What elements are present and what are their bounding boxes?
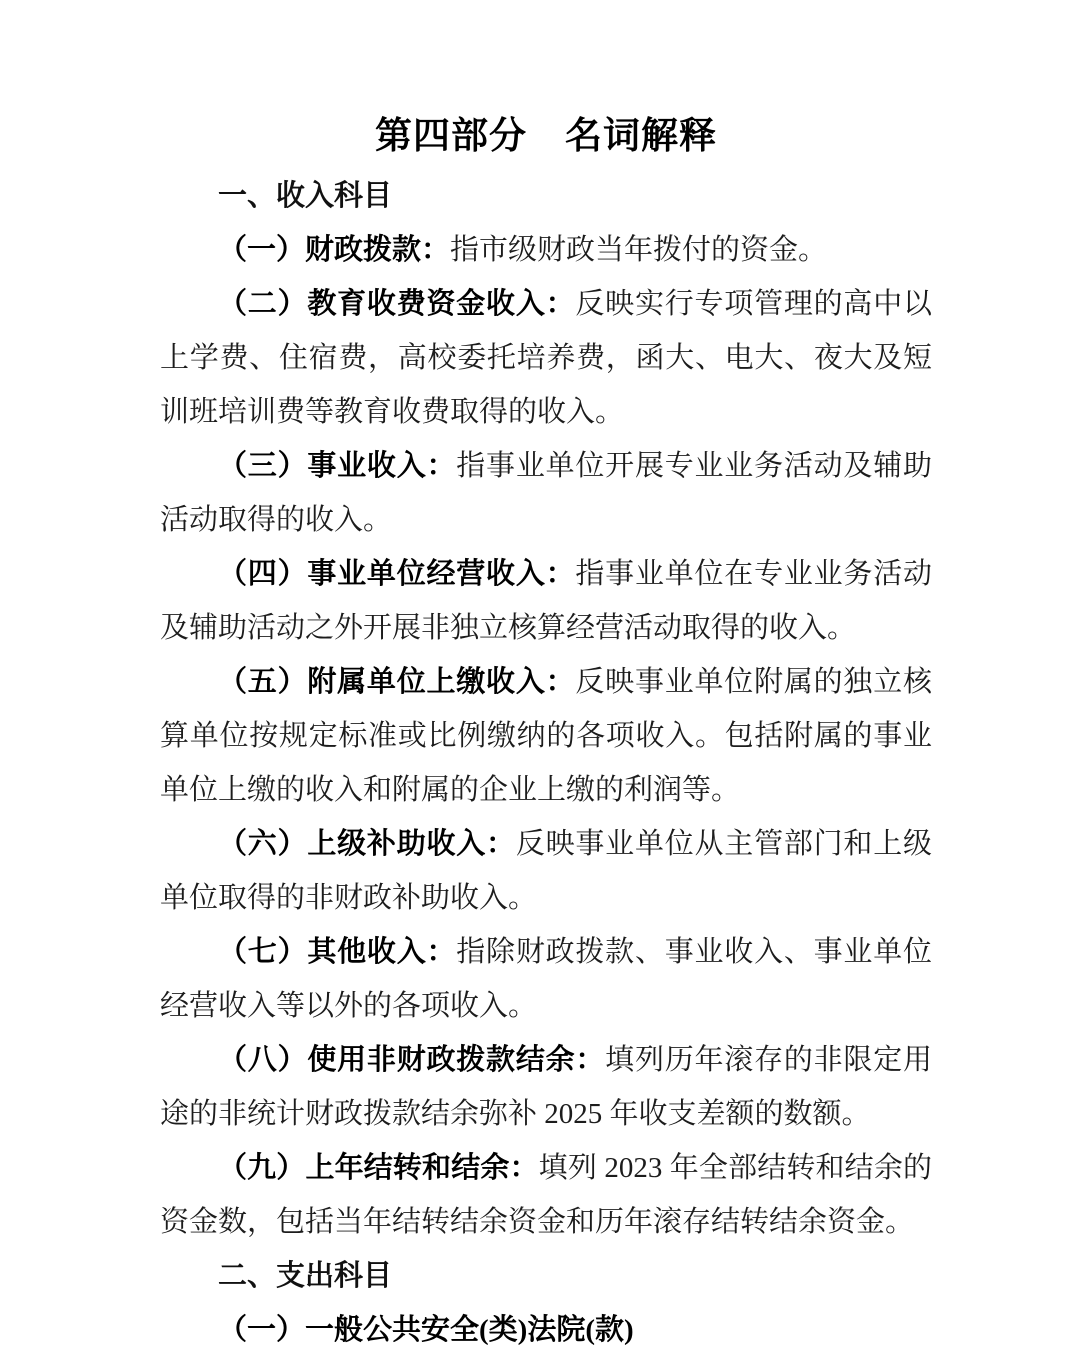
document-body [160, 169, 932, 1345]
term-name: （八）使用非财政拨款结余： [218, 1044, 606, 1076]
term-paragraph-business-operating-income [160, 547, 932, 655]
term-paragraph-superior-subsidy-income [160, 817, 932, 925]
term-definition: 填列历年滚存的非限定用途的非统计财政拨款结余弥补 2025 年收支差额的数额。 [160, 1044, 932, 1130]
term-definition: 填列 2023 年全部结转和结余的资金数，包括当年结转结余资金和历年滚存结转结余资金。 [160, 1152, 932, 1238]
section-heading-income: 一、收入科目 [218, 180, 393, 212]
term-name: （七）其他收入： [218, 936, 457, 968]
term-paragraph-non-fiscal-surplus [160, 1033, 932, 1141]
term-paragraph-operating-income [160, 439, 932, 547]
term-definition: 指事业单位开展专业业务活动及辅助活动取得的收入。 [160, 450, 932, 536]
term-definition: 反映事业单位附属的独立核算单位按规定标准或比例缴纳的各项收入。包括附属的事业单位上缴的收入和附属的企业上缴的利润等。 [160, 666, 932, 806]
term-name: （六）上级补助收入： [218, 828, 516, 860]
term-name: （一）财政拨款： [218, 234, 451, 266]
term-name: （九）上年结转和结余： [218, 1152, 539, 1184]
term-paragraph-education-fee-income [160, 277, 932, 439]
expense-category-public-safety-court: （一）一般公共安全(类)法院(款) [218, 1314, 634, 1345]
term-name: （三）事业收入： [218, 450, 457, 482]
term-name: （五）附属单位上缴收入： [218, 666, 576, 698]
term-paragraph-fiscal-appropriation [160, 223, 932, 277]
term-paragraph-other-income [160, 925, 932, 1033]
section-heading-expense: 二、支出科目 [218, 1260, 393, 1292]
term-name: （四）事业单位经营收入： [218, 558, 576, 590]
term-definition: 指除财政拨款、事业收入、事业单位经营收入等以外的各项收入。 [160, 936, 932, 1022]
term-name: （二）教育收费资金收入： [218, 288, 576, 320]
page-title: 第四部分 名词解释 [375, 115, 717, 156]
term-definition: 指事业单位在专业业务活动及辅助活动之外开展非独立核算经营活动取得的收入。 [160, 558, 932, 644]
term-paragraph-subsidiary-remittance-income [160, 655, 932, 817]
term-definition: 反映实行专项管理的高中以上学费、住宿费，高校委托培养费，函大、电大、夜大及短训班培训费等教育收费取得的收入。 [160, 288, 932, 428]
term-definition: 指市级财政当年拨付的资金。 [450, 234, 828, 266]
term-definition: 反映事业单位从主管部门和上级单位取得的非财政补助收入。 [160, 828, 932, 914]
term-paragraph-carryover-surplus [160, 1141, 932, 1249]
